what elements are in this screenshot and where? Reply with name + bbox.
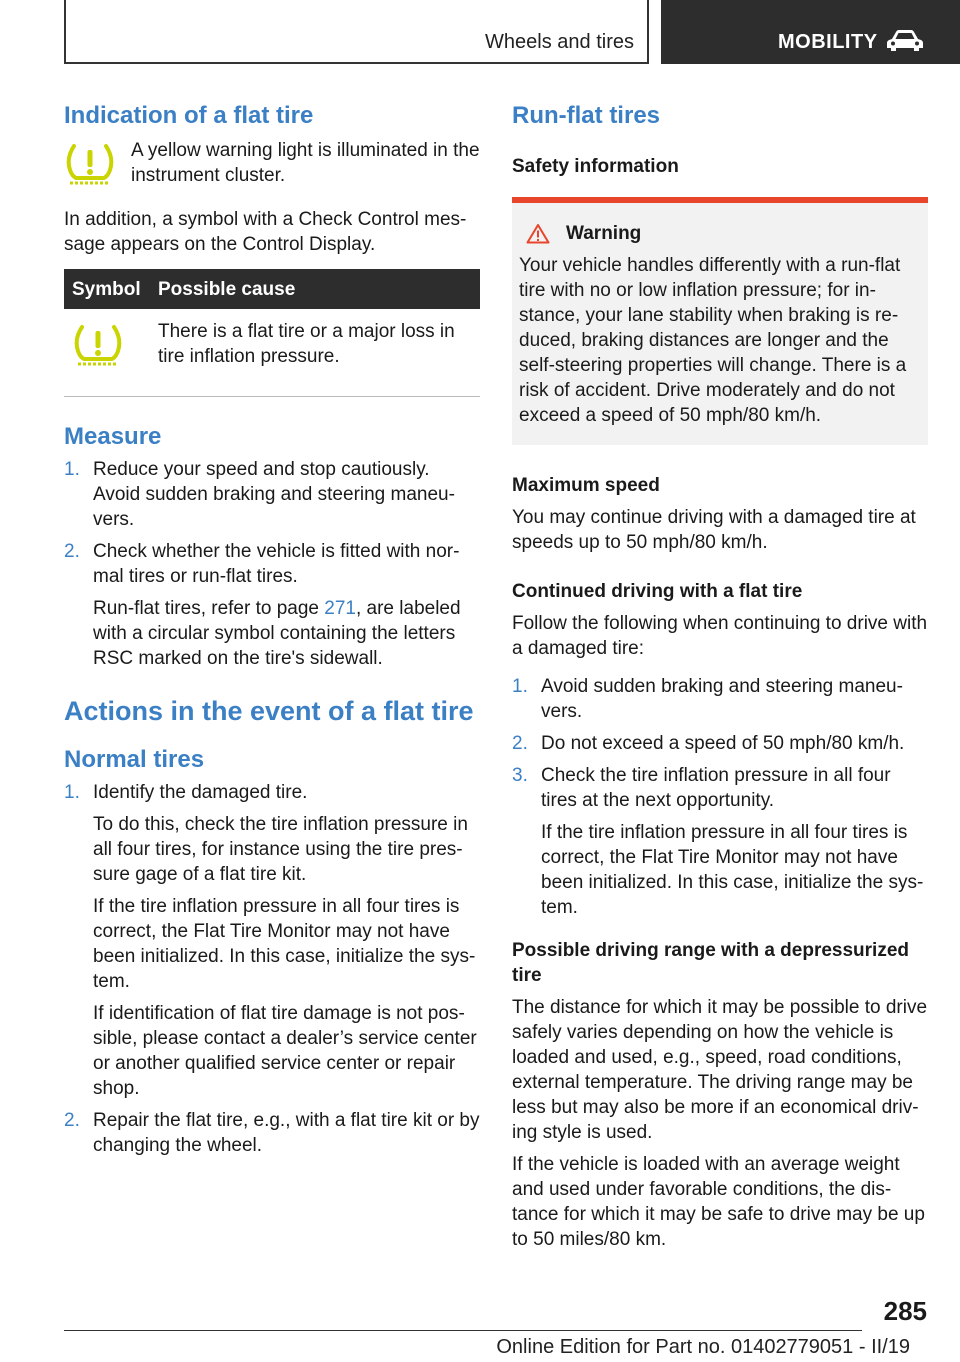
driving-range-heading: Possible driving range with a depressurized tire — [512, 940, 909, 986]
footer-divider — [64, 1330, 862, 1331]
table-cell-cause: There is a flat tire or a major loss in tire inflation pressure. — [158, 321, 455, 367]
run-flat-heading: Run-flat tires — [512, 102, 661, 129]
max-speed-heading: Maximum speed — [512, 475, 660, 496]
step-number: 3. — [512, 765, 528, 786]
safety-info-heading: Safety information — [512, 156, 679, 177]
step-text: Do not exceed a speed of 50 mph/80 km/h. — [541, 733, 905, 754]
indication-heading: Indication of a flat tire — [64, 102, 314, 129]
normal-tires-steps — [64, 780, 480, 1158]
step-note: If the tire inflation pressure in all four tires is correct, the Flat Tire Monitor may not have been initialized. In this case, initialize the system. — [541, 822, 924, 918]
right-column — [512, 100, 928, 1252]
footer-edition: Online Edition for Part no. 01402779051 - II/19 — [496, 1336, 910, 1358]
header-section-title: Wheels and tires — [485, 31, 634, 53]
step-text: Reduce your speed and stop cautiously. Avoid sudden braking and steering maneuvers. — [93, 459, 455, 530]
tire-pressure-warning-icon — [72, 323, 124, 367]
driving-range-text: The distance for which it may be possible to drive safely varies depending on how the vehicle is loaded and used, e.g., speed, road conditions, external temperature. The driving range may be less but may also be more if an economical driving style is used. — [512, 997, 928, 1143]
header-chapter-tab[interactable] — [661, 0, 960, 64]
step-number: 2. — [64, 1110, 80, 1131]
indication-icon-text: A yellow warning light is illuminated in the instrument cluster. — [131, 140, 480, 186]
table-row — [64, 309, 480, 392]
page-number: 285 — [883, 1296, 927, 1326]
indication-icon-row — [64, 138, 480, 193]
continued-driving-heading: Continued driving with a flat tire — [512, 581, 803, 602]
warning-title — [519, 221, 921, 246]
tire-pressure-warning-icon — [64, 142, 116, 186]
step-text: Check whether the vehicle is fitted with normal tires or run-flat tires. — [93, 541, 460, 587]
indication-paragraph: In addition, a symbol with a Check Control message appears on the Control Display. — [64, 209, 467, 255]
warning-label: Warning — [566, 223, 642, 244]
normal-tires-heading: Normal tires — [64, 746, 205, 773]
warning-text: Your vehicle handles differently with a run-flat tire with no or low inflation pressure; for instance, your lane stability when braking is reduced, braking distances are longer and the self-steering properties will change. There is a risk of accident. Drive moderately and do not exceed a speed of 50 mph/80 km/h. — [519, 255, 907, 426]
step-number: 2. — [512, 733, 528, 754]
header-chapter-label: MOBILITY — [778, 31, 878, 53]
step-number: 1. — [512, 676, 528, 697]
step-number: 1. — [64, 782, 80, 803]
car-icon — [886, 29, 924, 53]
list-item — [64, 780, 480, 1101]
step-number: 1. — [64, 459, 80, 480]
step-text: Repair the flat tire, e.g., with a flat tire kit or by changing the wheel. — [93, 1110, 480, 1156]
max-speed-text: You may continue driving with a damaged tire at speeds up to 50 mph/80 km/h. — [512, 507, 916, 553]
step-note: Run-flat tires, refer to page 271, are labeled with a circular symbol containing the letters RSC marked on the tire's sidewall. — [93, 598, 461, 669]
step-number: 2. — [64, 541, 80, 562]
left-column — [64, 100, 480, 1165]
step-note: If the tire inflation pressure in all four tires is correct, the Flat Tire Monitor may not have been initialized. In this case, initialize the system. — [93, 896, 476, 992]
list-item — [64, 539, 480, 671]
list-item — [512, 674, 928, 724]
step-text: Identify the damaged tire. — [93, 782, 308, 803]
measure-steps — [64, 457, 480, 671]
list-item — [64, 1108, 480, 1158]
page-reference-link[interactable]: 271 — [324, 598, 356, 619]
table-header-cause: Possible cause — [150, 269, 480, 309]
measure-heading: Measure — [64, 423, 162, 450]
warning-box — [512, 197, 928, 445]
driving-range-text-2: If the vehicle is loaded with an average weight and used under favorable conditions, the distance for which it may be safe to drive may be up to 50 miles/80 km. — [512, 1154, 925, 1250]
symbol-table — [64, 269, 480, 392]
list-item — [64, 457, 480, 532]
continued-driving-intro: Follow the following when continuing to drive with a damaged tire: — [512, 613, 928, 659]
step-text: Avoid sudden braking and steering maneuvers. — [541, 676, 903, 722]
section-divider — [64, 396, 480, 397]
continued-driving-steps — [512, 674, 928, 920]
table-header-symbol: Symbol — [64, 269, 150, 309]
list-item — [512, 763, 928, 920]
actions-heading: Actions in the event of a flat tire — [64, 696, 474, 726]
step-note: If identification of flat tire damage is not possible, please contact a dealer’s service center or another qualified service center or repair shop. — [93, 1003, 477, 1099]
step-text: Check the tire inflation pressure in all four tires at the next opportunity. — [541, 765, 891, 811]
step-note: To do this, check the tire inflation pressure in all four tires, for instance using the tire pressure gage of a flat tire kit. — [93, 814, 468, 885]
list-item — [512, 731, 928, 756]
warning-triangle-icon — [526, 223, 550, 244]
